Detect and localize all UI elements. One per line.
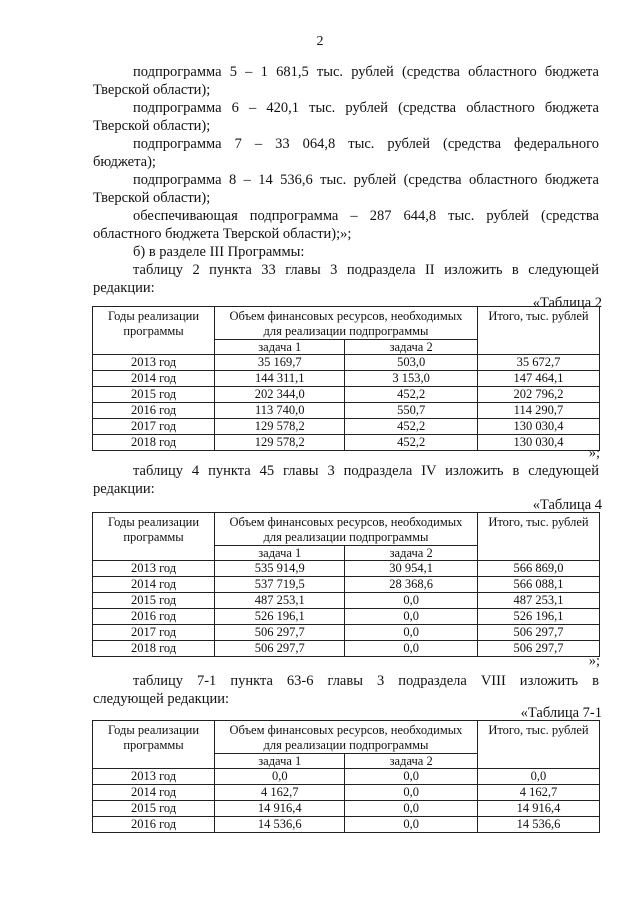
header-task2: задача 2 [345,754,477,769]
task1-cell: 487 253,1 [215,593,345,609]
table-row [93,641,600,657]
year-cell: 2016 год [93,403,215,419]
text-line: редакции: [93,481,155,497]
table-row [93,419,600,435]
header-total: Итого, тыс. рублей [477,513,599,561]
text-line: обеспечивающая подпрограмма – 287 644,8 тыс. рублей (средства [133,208,599,224]
table-7-1 [92,720,600,833]
task2-cell: 28 368,6 [345,577,477,593]
task1-cell: 506 297,7 [215,641,345,657]
task1-cell: 526 196,1 [215,609,345,625]
total-cell: 14 916,4 [477,801,599,817]
table-row [93,435,600,451]
table-row [93,785,600,801]
task1-cell: 14 536,6 [215,817,345,833]
text-line: следующей редакции: [93,691,230,707]
text-line: Тверской области); [93,82,211,98]
total-cell: 0,0 [477,769,599,785]
table-row [93,625,600,641]
table-row [93,769,600,785]
header-total: Итого, тыс. рублей [477,307,599,355]
total-cell: 14 536,6 [477,817,599,833]
text-line: подпрограмма 7 – 33 064,8 тыс. рублей (средства федерального [133,136,599,152]
task2-cell: 0,0 [345,817,477,833]
total-cell: 114 290,7 [477,403,599,419]
total-cell: 506 297,7 [477,641,599,657]
year-cell: 2017 год [93,625,215,641]
text-line: Тверской области); [93,118,211,134]
task2-cell: 0,0 [345,801,477,817]
text-line: областного бюджета Тверской области);»; [93,226,352,242]
table-row [93,577,600,593]
text-line: таблицу 2 пункта 33 главы 3 подраздела II изложить в следующей [133,262,599,278]
table-row [93,817,600,833]
text-line: Тверской области); [93,190,211,206]
year-cell: 2014 год [93,371,215,387]
table-row [93,403,600,419]
task2-cell: 550,7 [345,403,477,419]
total-cell: 566 869,0 [477,561,599,577]
task2-cell: 0,0 [345,609,477,625]
total-cell: 130 030,4 [477,435,599,451]
header-task1: задача 1 [215,546,345,561]
task1-cell: 113 740,0 [215,403,345,419]
text-line: таблицу 4 пункта 45 главы 3 подраздела IV изложить в следующей [133,463,599,479]
total-cell: 526 196,1 [477,609,599,625]
task2-cell: 452,2 [345,387,477,403]
task1-cell: 202 344,0 [215,387,345,403]
year-cell: 2016 год [93,817,215,833]
task1-cell: 0,0 [215,769,345,785]
page-number: 2 [316,34,324,49]
header-funding: Объем финансовых ресурсов, необходимых для реализации подпрограммы [215,721,478,754]
year-cell: 2014 год [93,785,215,801]
year-cell: 2015 год [93,593,215,609]
text-line: подпрограмма 5 – 1 681,5 тыс. рублей (средства областного бюджета [133,64,599,80]
year-cell: 2015 год [93,801,215,817]
table-row [93,609,600,625]
year-cell: 2014 год [93,577,215,593]
text-line: таблицу 7-1 пункта 63-6 главы 3 подраздела VIII изложить в [133,673,599,689]
year-cell: 2015 год [93,387,215,403]
total-cell: 202 796,2 [477,387,599,403]
task2-cell: 0,0 [345,593,477,609]
table-caption: «Таблица 7-1 [520,705,602,721]
year-cell: 2018 год [93,641,215,657]
year-cell: 2018 год [93,435,215,451]
table-row [93,355,600,371]
table-row [93,561,600,577]
total-cell: 35 672,7 [477,355,599,371]
table-row [93,593,600,609]
year-cell: 2013 год [93,561,215,577]
task2-cell: 30 954,1 [345,561,477,577]
table-row [93,387,600,403]
header-task1: задача 1 [215,340,345,355]
table-closing: »; [588,653,600,669]
header-task2: задача 2 [345,340,477,355]
text-line: подпрограмма 8 – 14 536,6 тыс. рублей (средства областного бюджета [133,172,599,188]
header-years: Годы реализации программы [93,307,215,355]
task1-cell: 14 916,4 [215,801,345,817]
task1-cell: 129 578,2 [215,419,345,435]
task1-cell: 4 162,7 [215,785,345,801]
total-cell: 487 253,1 [477,593,599,609]
total-cell: 4 162,7 [477,785,599,801]
table-row [93,801,600,817]
task2-cell: 3 153,0 [345,371,477,387]
task2-cell: 0,0 [345,785,477,801]
text-line: подпрограмма 6 – 420,1 тыс. рублей (средства областного бюджета [133,100,599,116]
task2-cell: 0,0 [345,625,477,641]
text-line: бюджета); [93,154,156,170]
table-4 [92,512,600,657]
year-cell: 2013 год [93,769,215,785]
table-caption: «Таблица 2 [532,295,602,311]
table-closing: »; [588,445,600,461]
task2-cell: 0,0 [345,769,477,785]
task2-cell: 0,0 [345,641,477,657]
task2-cell: 503,0 [345,355,477,371]
header-task2: задача 2 [345,546,477,561]
header-task1: задача 1 [215,754,345,769]
year-cell: 2017 год [93,419,215,435]
header-funding: Объем финансовых ресурсов, необходимых для реализации подпрограммы [215,307,478,340]
task1-cell: 506 297,7 [215,625,345,641]
total-cell: 566 088,1 [477,577,599,593]
task1-cell: 144 311,1 [215,371,345,387]
total-cell: 147 464,1 [477,371,599,387]
header-total: Итого, тыс. рублей [477,721,599,769]
task2-cell: 452,2 [345,419,477,435]
task1-cell: 537 719,5 [215,577,345,593]
header-funding: Объем финансовых ресурсов, необходимых для реализации подпрограммы [215,513,478,546]
table-caption: «Таблица 4 [532,497,602,513]
table-2 [92,306,600,451]
task1-cell: 535 914,9 [215,561,345,577]
year-cell: 2013 год [93,355,215,371]
task2-cell: 452,2 [345,435,477,451]
year-cell: 2016 год [93,609,215,625]
table-row [93,371,600,387]
total-cell: 130 030,4 [477,419,599,435]
text-line: б) в разделе III Программы: [133,244,305,260]
text-line: редакции: [93,280,155,296]
total-cell: 506 297,7 [477,625,599,641]
header-years: Годы реализации программы [93,721,215,769]
task1-cell: 129 578,2 [215,435,345,451]
task1-cell: 35 169,7 [215,355,345,371]
header-years: Годы реализации программы [93,513,215,561]
